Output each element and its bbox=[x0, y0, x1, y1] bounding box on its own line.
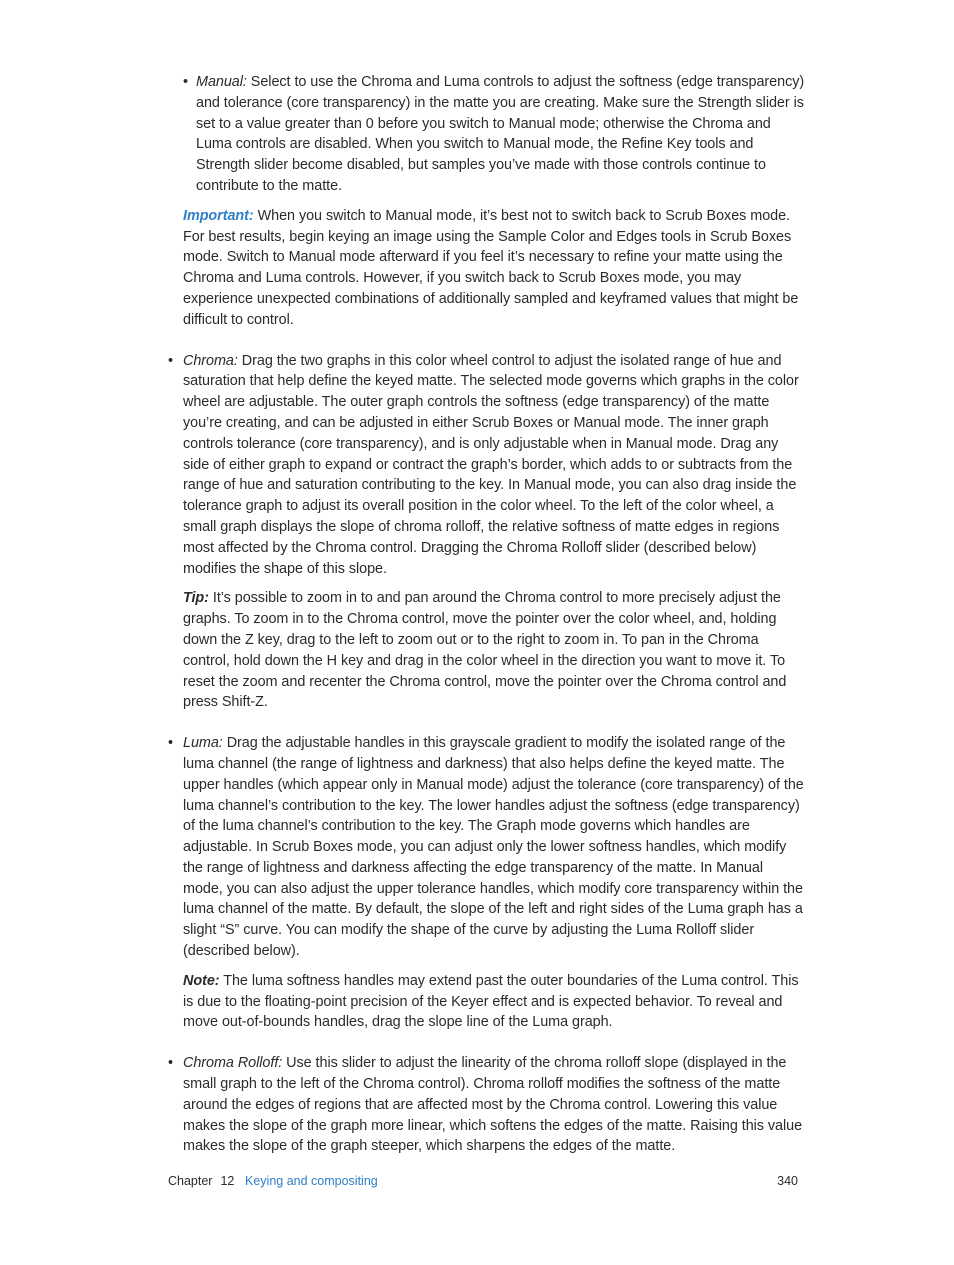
important-label: Important: bbox=[183, 207, 254, 224]
bullet-glyph: • bbox=[183, 74, 188, 90]
note-label: Note: bbox=[183, 972, 220, 989]
tip-text: It’s possible to zoom in to and pan around the Chroma control to more precisely adjust the graphs. To zoom in to the Chroma control, move the pointer over the color wheel, and, holding down the Z key, drag to the left to zoom out or to the right to zoom in. To pan in the Chroma control, hold down the H key and drag in the color wheel in the direction you want to move it. To reset the zoom and recenter the Chroma control, move the pointer over the Chroma control and press Shift-Z. bbox=[183, 590, 787, 711]
bullet-glyph: • bbox=[168, 1055, 173, 1072]
luma-description: Drag the adjustable handles in this grayscale gradient to modify the isolated range of the luma channel (the range of lightness and darkness) that also helps define the keyed matte. The upper handles (which appear only in Manual mode) adjust the tolerance (core transparency) of the luma channel’s contribution to the key. The lower handles adjust the softness (edge transparency) of the luma channel’s contribution to the key. The Graph mode governs which handles are adjustable. In Scrub Boxes mode, you can adjust only the lower softness handles, which modify the range of lightness and darkness affecting the edge transparency of the matte. In Manual mode, you can also adjust the upper tolerance handles, which modify core transparency within the luma channel of the matte. By default, the slope of the left and right sides of the Luma graph has a slight “S” curve. You can modify the shape of the curve by adjusting the Luma Rolloff slider (described below). bbox=[183, 735, 804, 960]
important-note bbox=[168, 206, 804, 331]
note-block bbox=[168, 971, 804, 1033]
manual-description: Select to use the Chroma and Luma controls to adjust the softness (edge transparency) and tolerance (core transparency) in the matte you are creating. Make sure the Strength slider is set to a value greater than 0 before you switch to Manual mode; otherwise the Chroma and Luma controls are disabled. When you switch to Manual mode, the Refine Key tools and Strength slider become disabled, but samples you’ve made with those controls continue to contribute to the matte. bbox=[196, 74, 805, 194]
bullet-glyph: • bbox=[168, 735, 173, 752]
chroma-description: Drag the two graphs in this color wheel control to adjust the isolated range of hue and saturation that help define the keyed matte. The selected mode governs which graphs in the color wheel are adjustable. The outer graph controls the softness (edge transparency) of the matte you’re creating, and can be adjusted in either Scrub Boxes or Manual mode. The inner graph controls tolerance (core transparency), and is only adjustable when in Manual mode. Drag any side of either graph to expand or contract the graph’s border, which adds to or subtracts from the range of hue and saturation contributing to the key. In Manual mode, you can also drag inside the tolerance graph to adjust its overall position in the color wheel. To the left of the color wheel, a small graph displays the slope of chroma rolloff, the relative softness of matte edges in regions most affected by the Chroma control. Dragging the Chroma Rolloff slider (described below) modifies the shape of this slope. bbox=[183, 352, 799, 577]
page-body bbox=[168, 72, 804, 1157]
important-text: When you switch to Manual mode, it’s best not to switch back to Scrub Boxes mode. For best results, begin keying an image using the Sample Color and Edges tools in Scrub Boxes mode. Switch to Manual mode afterward if you feel it’s necessary to refine your matte using the Chroma and Luma controls. However, if you switch back to Scrub Boxes mode, you may experience unexpected combinations of additionally sampled and keyframed values that might be difficult to control. bbox=[183, 207, 799, 328]
bullet-manual-text bbox=[196, 72, 806, 197]
term-chroma: Chroma: bbox=[183, 352, 238, 369]
page-number: 340 bbox=[777, 1174, 798, 1188]
chapter-label: Chapter bbox=[168, 1174, 213, 1188]
chroma-rolloff-description: Use this slider to adjust the linearity of the chroma rolloff slope (displayed in the small graph to the left of the Chroma control). Chroma rolloff modifies the softness of the matte around the edges of regions that are affected most by the Chroma control. Lowering this value makes the slope of the graph more linear, which softens the edges of the matte. Raising this value makes the slope of the graph steeper, which sharpens the edges of the matte. bbox=[183, 1055, 803, 1155]
chapter-number: 12 bbox=[220, 1174, 235, 1188]
bullet-glyph: • bbox=[168, 352, 173, 369]
term-manual: Manual: bbox=[196, 74, 247, 90]
chapter-info bbox=[168, 1172, 234, 1190]
note-text: The luma softness handles may extend past the outer boundaries of the Luma control. This is due to the floating-point precision of the Keyer effect and is expected behavior. To reveal and move out-of-bounds handles, drag the slope line of the Luma graph. bbox=[183, 972, 799, 1031]
bullet-manual bbox=[183, 72, 806, 197]
term-luma: Luma: bbox=[183, 735, 223, 752]
bullet-luma bbox=[168, 733, 804, 962]
tip-label: Tip: bbox=[183, 590, 209, 607]
term-chroma-rolloff: Chroma Rolloff: bbox=[183, 1055, 283, 1072]
bullet-chroma-rolloff bbox=[168, 1053, 804, 1157]
chapter-title-link[interactable]: Keying and compositing bbox=[245, 1174, 378, 1188]
bullet-chroma bbox=[168, 351, 804, 580]
tip-note bbox=[168, 588, 804, 713]
